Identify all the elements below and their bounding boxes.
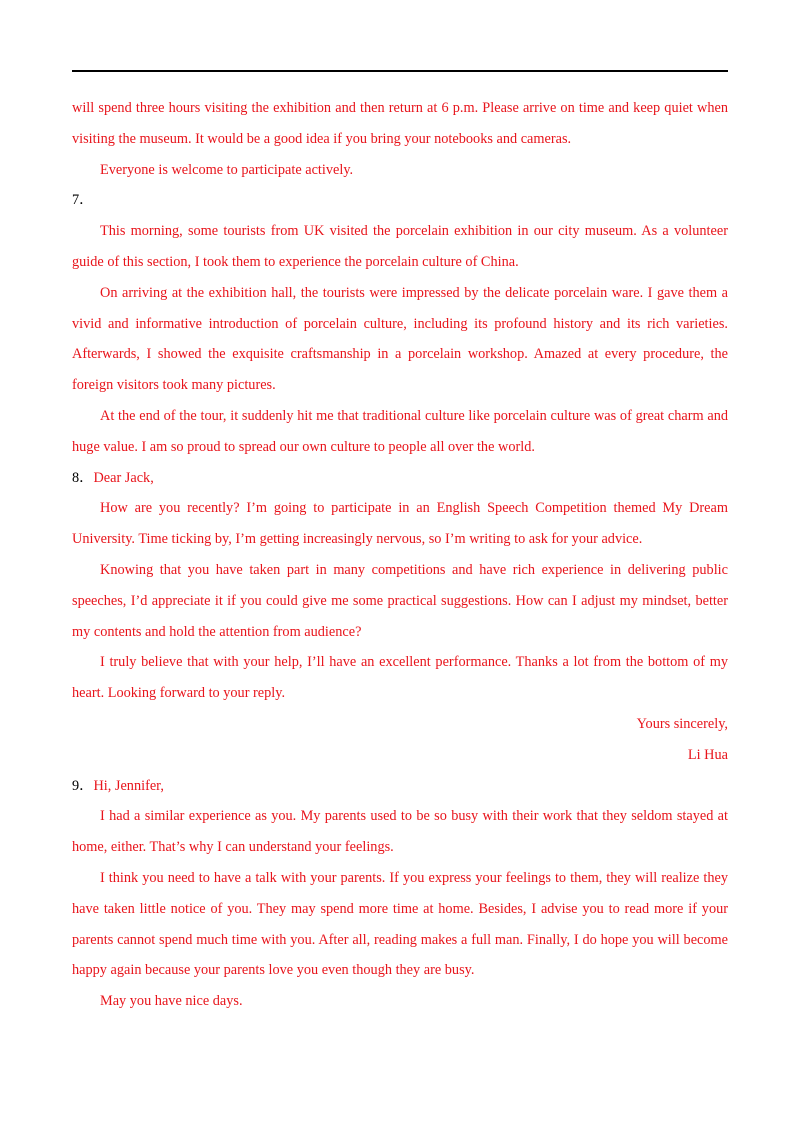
item-7-paragraph-2: On arriving at the exhibition hall, the tourists were impressed by the delicate porcelain ware. I gave them a vivid and informative introduction of porcelain culture, including its profound history and its rich varieties. Afterwards, I showed the exquisite craftsmanship in a porcelain workshop. Amazed at every procedure, the foreign visitors took many pictures. [72,284,728,394]
item-9-paragraph-2: I think you need to have a talk with your parents. If you express your feelings to them, they will realize they have taken little notice of you. They may spend more time at home. Besides, I advise you to read more if your parents cannot spend much time with you. After all, reading makes a full man. Finally, I do hope you will become happy again because your parents love you even though they are busy. [72,869,728,979]
item-9-number-label: 9． [72,777,94,794]
item-8-paragraph-1: How are you recently? I’m going to participate in an English Speech Competition themed My Dream University. Time ticking by, I’m getting increasingly nervous, so I’m writing to ask for your advice. [72,500,728,548]
item-9-paragraph-1: I had a similar experience as you. My parents used to be so busy with their work that they seldom stayed at home, either. That’s why I can understand your feelings. [72,808,728,856]
item-9-salutation: Hi, Jennifer, [93,777,164,794]
item-8-number-label: 8． [72,469,94,486]
item-8-paragraph-3: I truly believe that with your help, I’ll have an excellent performance. Thanks a lot from the bottom of my heart. Looking forward to your reply. [72,654,728,702]
document-body [72,93,728,1017]
item-7-paragraph-1: This morning, some tourists from UK visited the porcelain exhibition in our city museum. As a volunteer guide of this section, I took them to experience the porcelain culture of China. [72,223,728,270]
item-9-heading [72,771,728,802]
item-8-paragraph-2: Knowing that you have taken part in many competitions and have rich experience in delivering public speeches, I’d appreciate it if you could give me some practical suggestions. How can I adjust my mindset, better my contents and hold the attention from audience? [72,561,728,640]
item-7-number [72,185,728,216]
header-rule [72,70,728,72]
item-7-paragraph-3: At the end of the tour, it suddenly hit me that traditional culture like porcelain culture was of great charm and huge value. I am so proud to spread our own culture to people all over the world. [72,407,728,455]
item-8-signature: Li Hua [687,746,728,763]
item-9-paragraph-3: May you have nice days. [100,993,243,1010]
item-8-salutation: Dear Jack, [93,469,154,486]
item-8-closing: Yours sincerely, [636,715,728,732]
continuation-paragraph-1: will spend three hours visiting the exhibition and then return at 6 p.m. Please arrive on time and keep quiet when visiting the museum. It would be a good idea if you bring your notebooks and cameras. [72,100,728,147]
continuation-paragraph-2: Everyone is welcome to participate actively. [100,161,354,178]
item-8-heading [72,463,728,494]
item-7-number-label: 7． [72,192,94,209]
